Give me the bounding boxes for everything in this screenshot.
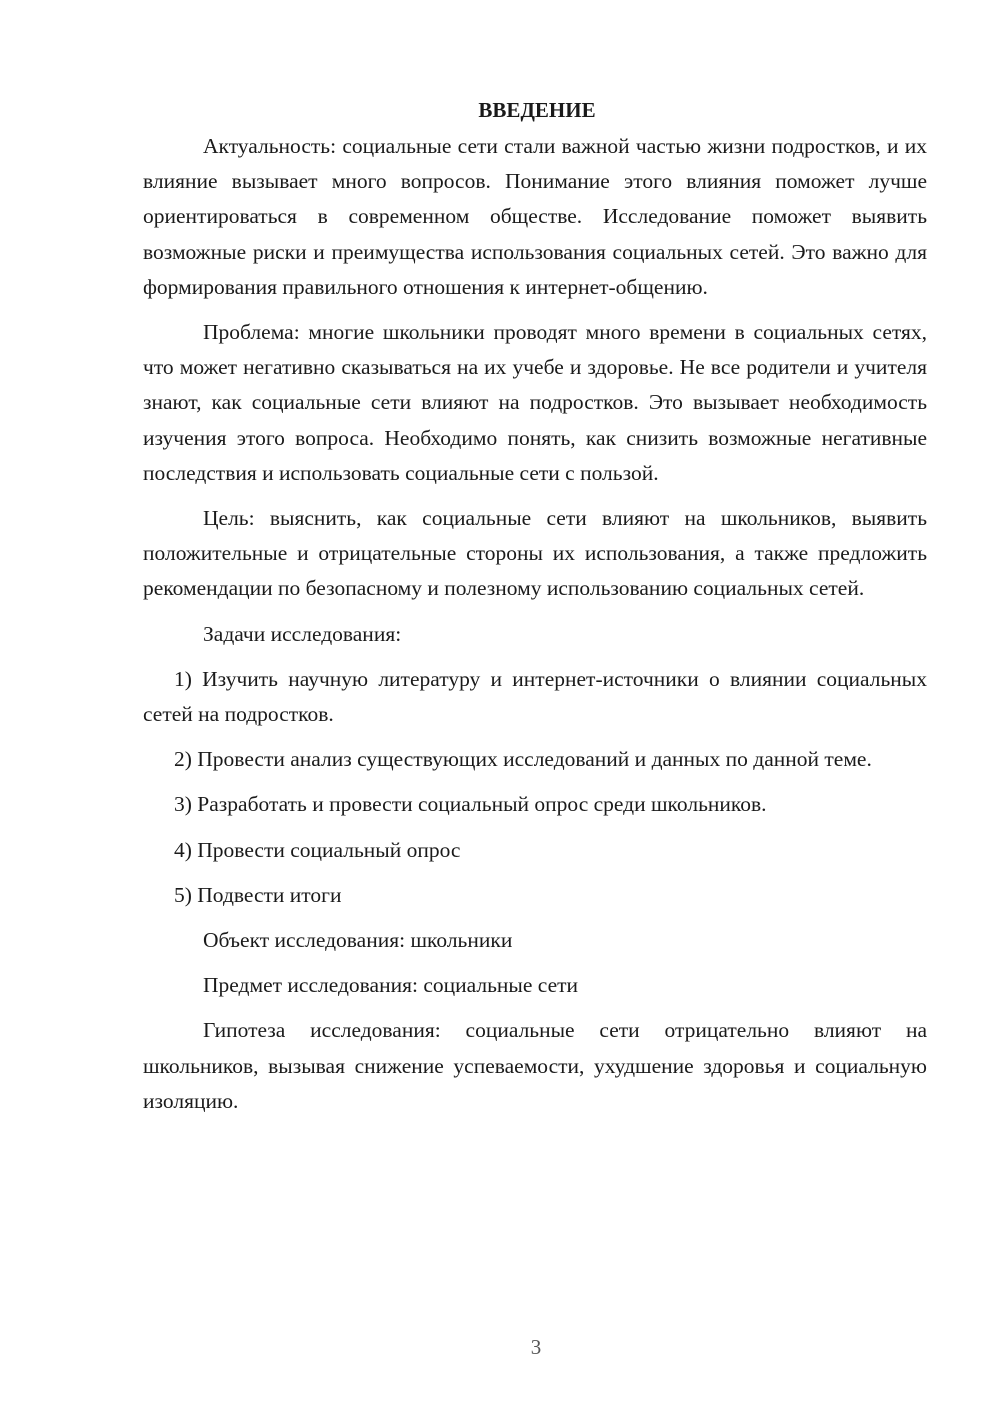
- page-number: 3: [530, 1335, 542, 1359]
- task-item: 3) Разработать и провести социальный опрос среди школьников.: [174, 792, 767, 817]
- tasks-heading: Задачи исследования:: [203, 621, 402, 646]
- section-title: ВВЕДЕНИЕ: [478, 98, 596, 122]
- goal-paragraph: Цель: выяснить, как социальные сети влияют на школьников, выявить положительные и отрицательные стороны их использования, а также предложить рекомендации по безопасному и полезному использованию социальных сетей.: [143, 506, 927, 601]
- hypothesis-paragraph: Гипотеза исследования: социальные сети отрицательно влияют на школьников, вызывая снижение успеваемости, ухудшение здоровья и социальную изоляцию.: [143, 1018, 927, 1113]
- subject-paragraph: Предмет исследования: социальные сети: [203, 973, 579, 998]
- page-content: [143, 93, 927, 1129]
- task-item: 4) Провести социальный опрос: [174, 837, 461, 862]
- task-item: 5) Подвести итоги: [174, 882, 342, 907]
- relevance-paragraph: Актуальность: социальные сети стали важной частью жизни подростков, и их влияние вызывает много вопросов. Понимание этого влияния поможет лучше ориентироваться в современном обществе. Исследование поможет выявить возможные риски и преимущества использования социальных сетей. Это важно для формирования правильного отношения к интернет-общению.: [143, 134, 927, 299]
- task-item: 1) Изучить научную литературу и интернет-источники о влиянии социальных сетей на подростков.: [143, 666, 927, 727]
- task-item: 2) Провести анализ существующих исследований и данных по данной теме.: [174, 747, 872, 772]
- object-paragraph: Объект исследования: школьники: [203, 928, 513, 953]
- problem-paragraph: Проблема: многие школьники проводят много времени в социальных сетях, что может негативно сказываться на их учебе и здоровье. Не все родители и учителя знают, как социальные сети влияют на подростков. Это вызывает необходимость изучения этого вопроса. Необходимо понять, как снизить возможные негативные последствия и использовать социальные сети с пользой.: [143, 320, 927, 485]
